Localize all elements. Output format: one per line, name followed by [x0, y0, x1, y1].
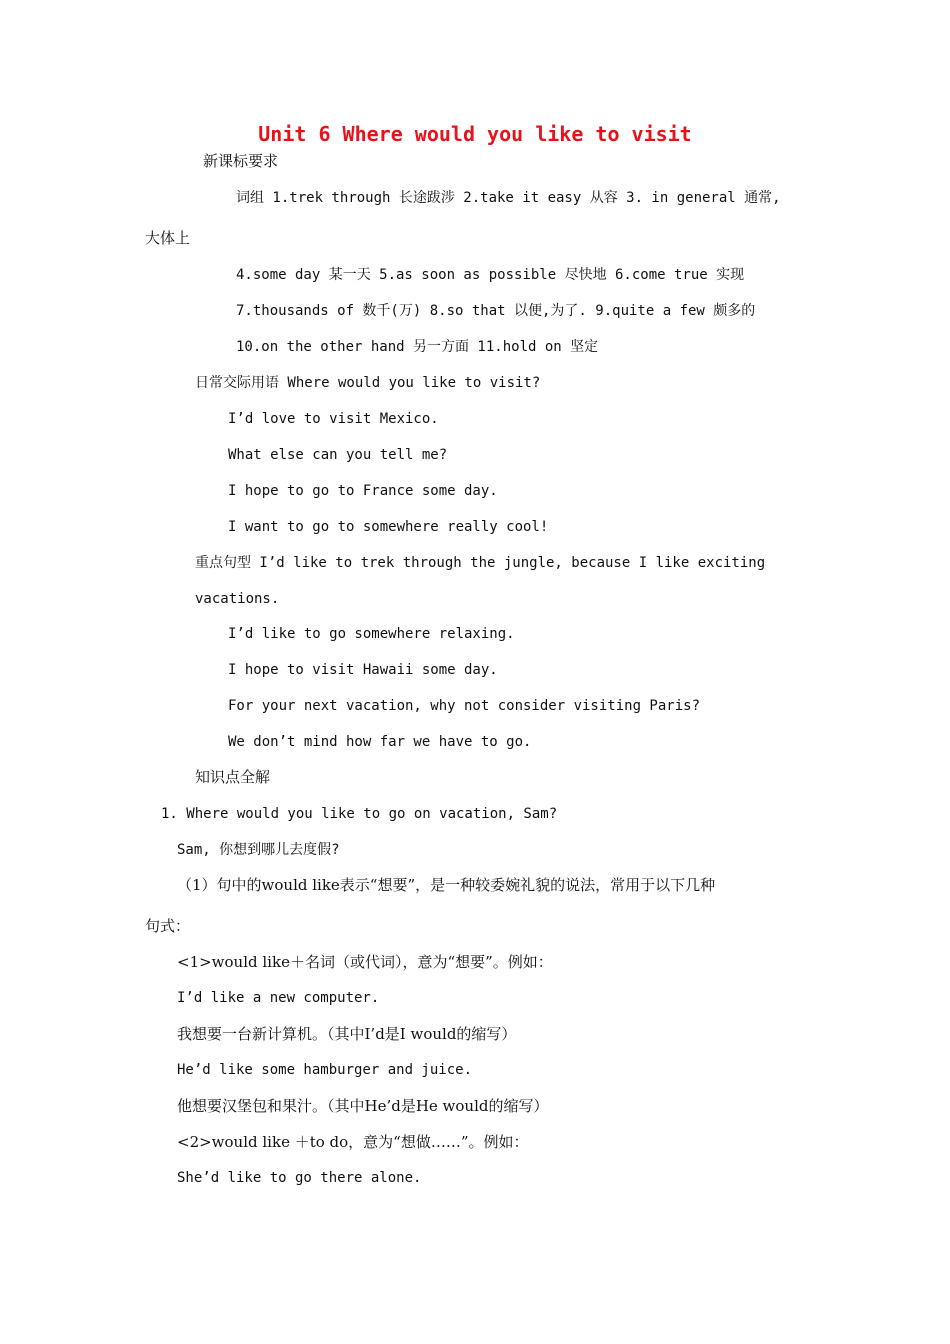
example-sentence: He’d like some hamburger and juice. [177, 1062, 473, 1078]
example-sentence: I’d like a new computer. [177, 990, 380, 1006]
phrase-line: 词组 1.trek through 长途跋涉 2.take it easy 从容 3. in general 通常, [236, 190, 781, 206]
example-sentence: What else can you tell me? [228, 447, 448, 463]
numbered-item: 1. Where would you like to go on vacation, Sam? [161, 806, 558, 822]
phrase-line-continued: 大体上 [145, 229, 191, 247]
phrase-line: 4.some day 某一天 5.as soon as possible 尽快地 6.come true 实现 [236, 267, 745, 283]
translation-line: 他想要汉堡包和果汁。（其中He’d是He would的缩写） [177, 1097, 549, 1115]
pattern-line: <2>would like ＋to do，意为“想做……”。例如： [177, 1133, 529, 1151]
section-heading-expressions: 日常交际用语 Where would you like to visit? [195, 375, 541, 391]
example-sentence: I’d love to visit Mexico. [228, 411, 439, 427]
explanation-line-continued: 句式： [145, 917, 191, 935]
example-sentence: She’d like to go there alone. [177, 1170, 422, 1186]
section-heading-knowledge-points: 知识点全解 [195, 768, 271, 786]
example-sentence: I want to go to somewhere really cool! [228, 519, 549, 535]
translation-line: Sam, 你想到哪儿去度假? [177, 842, 340, 858]
example-sentence-continued: vacations. [195, 591, 280, 607]
translation-line: 我想要一台新计算机。（其中I’d是I would的缩写） [177, 1025, 517, 1043]
phrase-line: 10.on the other hand 另一方面 11.hold on 坚定 [236, 339, 599, 355]
phrase-line: 7.thousands of 数千(万) 8.so that 以便,为了. 9.quite a few 颇多的 [236, 303, 756, 319]
example-sentence: I’d like to go somewhere relaxing. [228, 626, 515, 642]
explanation-line: （1）句中的would like表示“想要”，是一种较委婉礼貌的说法，常用于以下几种 [177, 876, 716, 894]
example-sentence: We don’t mind how far we have to go. [228, 734, 532, 750]
document-title: Unit 6 Where would you like to visit [258, 122, 692, 146]
pattern-line: <1>would like＋名词（或代词），意为“想要”。例如： [177, 953, 553, 971]
example-sentence: I hope to go to France some day. [228, 483, 498, 499]
example-sentence: I hope to visit Hawaii some day. [228, 662, 498, 678]
example-sentence: For your next vacation, why not consider visiting Paris? [228, 698, 701, 714]
section-heading-key-sentences: 重点句型 I’d like to trek through the jungle, because I like exciting [195, 555, 766, 571]
section-heading-curriculum: 新课标要求 [203, 152, 279, 170]
